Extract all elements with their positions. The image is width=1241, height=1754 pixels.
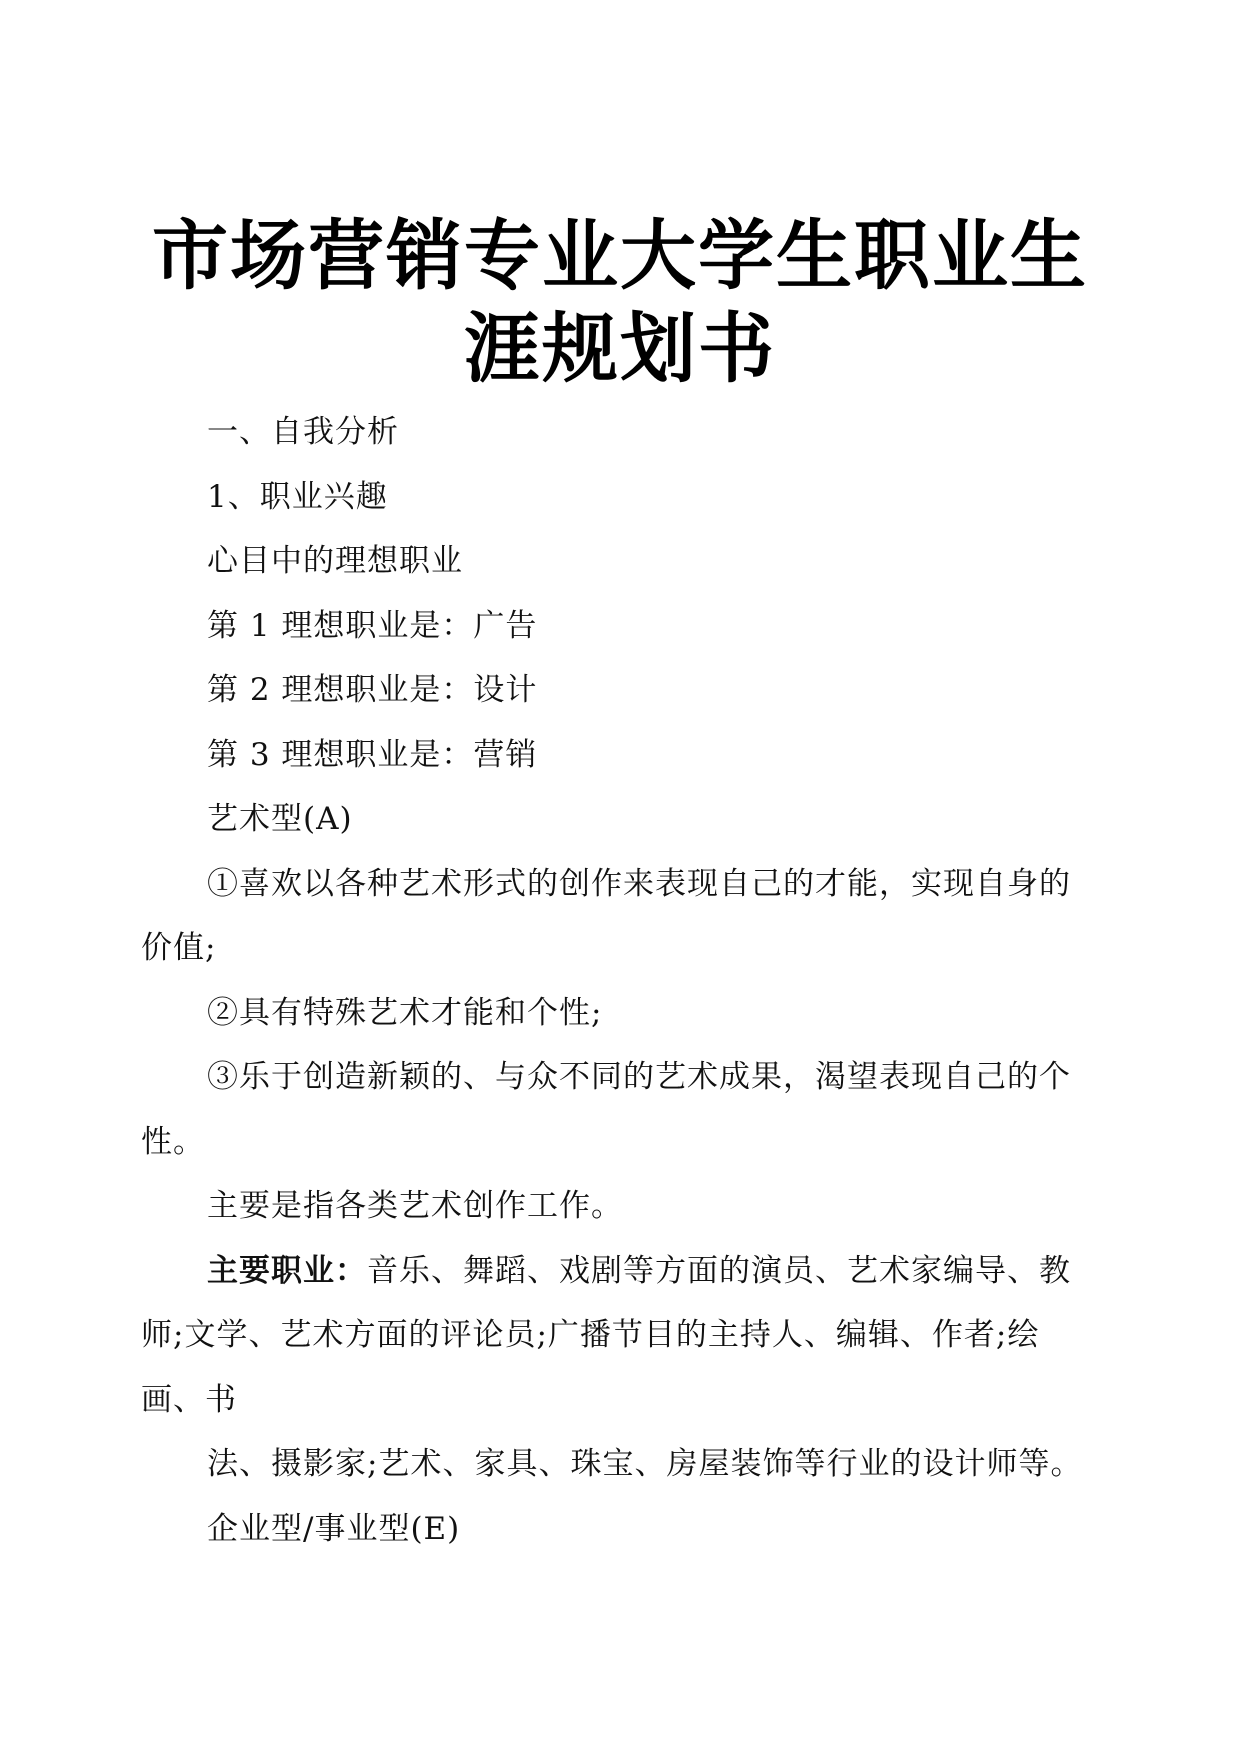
document-body: [141, 400, 1096, 1561]
paragraph: 第 3 理想职业是：营销: [207, 736, 538, 773]
title-line-1: 市场营销专业大学生职业生: [152, 210, 1088, 300]
paragraph: 第 1 理想职业是：广告: [207, 607, 538, 644]
paragraph: ②具有特殊艺术才能和个性;: [207, 994, 603, 1031]
paragraph: ③乐于创造新颖的、与众不同的艺术成果，渴望表现自己的个性。: [141, 1059, 1071, 1160]
document-title: [140, 209, 1100, 395]
paragraph: [141, 1239, 1096, 1433]
subsection-heading: 1、职业兴趣: [207, 478, 388, 515]
section-heading: 一、自我分析: [207, 414, 399, 450]
paragraph: 艺术型(A): [207, 801, 353, 837]
paragraph: 心目中的理想职业: [207, 543, 463, 579]
jobs-text: 音乐、舞蹈、戏剧等方面的演员、艺术家编导、教师;文学、艺术方面的评论员;广播节目的主持人、编辑、作者;绘画、书: [141, 1252, 1071, 1418]
paragraph: 第 2 理想职业是：设计: [207, 672, 538, 708]
paragraph: 法、摄影家;艺术、家具、珠宝、房屋装饰等行业的设计师等。: [207, 1446, 1083, 1482]
paragraph: ①喜欢以各种艺术形式的创作来表现自己的才能，实现自身的价值;: [141, 865, 1071, 966]
title-line-2: 涯规划书: [464, 303, 776, 393]
paragraph: 企业型/事业型(E): [207, 1510, 461, 1547]
jobs-label: 主要职业：: [207, 1252, 367, 1289]
paragraph: 主要是指各类艺术创作工作。: [207, 1188, 623, 1224]
